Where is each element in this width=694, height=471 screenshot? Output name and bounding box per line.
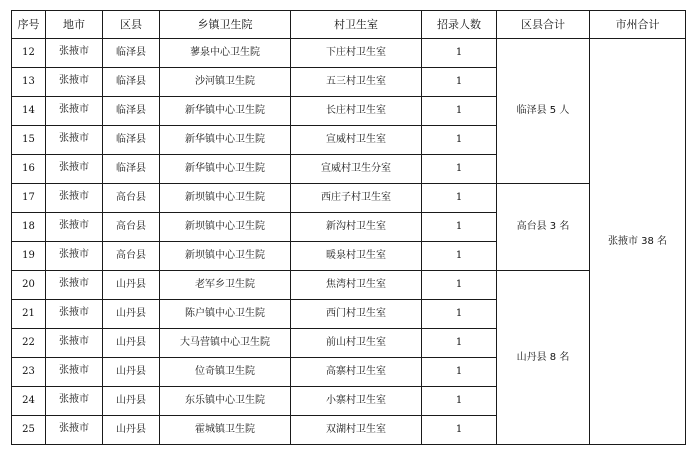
cell-village: 下庄村卫生室 xyxy=(291,39,422,68)
cell-village: 双湖村卫生室 xyxy=(291,416,422,445)
header-village-clinic: 村卫生室 xyxy=(291,11,422,39)
cell-township: 蓼泉中心卫生院 xyxy=(160,39,291,68)
cell-count: 1 xyxy=(422,387,497,416)
cell-village: 宣威村卫生分室 xyxy=(291,155,422,184)
cell-seq: 20 xyxy=(12,271,46,300)
header-row xyxy=(12,11,686,39)
cell-county: 临泽县 xyxy=(103,68,160,97)
header-recruit-count: 招录人数 xyxy=(422,11,497,39)
cell-city-text: 张掖市 xyxy=(59,364,89,376)
cell-seq: 23 xyxy=(12,358,46,387)
cell-city-text: 张掖市 xyxy=(59,132,89,144)
cell-count: 1 xyxy=(422,213,497,242)
cell-city-text: 张掖市 xyxy=(59,277,89,289)
cell-seq: 14 xyxy=(12,97,46,126)
cell-city xyxy=(46,329,103,358)
cell-count: 1 xyxy=(422,184,497,213)
cell-township: 陈户镇中心卫生院 xyxy=(160,300,291,329)
cell-county: 山丹县 xyxy=(103,358,160,387)
cell-count: 1 xyxy=(422,358,497,387)
cell-city xyxy=(46,213,103,242)
cell-township: 沙河镇卫生院 xyxy=(160,68,291,97)
cell-count: 1 xyxy=(422,329,497,358)
cell-city xyxy=(46,242,103,271)
cell-count: 1 xyxy=(422,97,497,126)
cell-count: 1 xyxy=(422,271,497,300)
cell-city xyxy=(46,184,103,213)
cell-county: 高台县 xyxy=(103,242,160,271)
cell-city xyxy=(46,155,103,184)
cell-township: 新坝镇中心卫生院 xyxy=(160,184,291,213)
header-county: 区县 xyxy=(103,11,160,39)
cell-city-text: 张掖市 xyxy=(59,248,89,260)
cell-county: 山丹县 xyxy=(103,271,160,300)
cell-city xyxy=(46,358,103,387)
cell-seq: 22 xyxy=(12,329,46,358)
cell-count: 1 xyxy=(422,416,497,445)
city-total-zhangye: 张掖市 38 名 xyxy=(590,39,686,445)
cell-seq: 13 xyxy=(12,68,46,97)
cell-village: 五三村卫生室 xyxy=(291,68,422,97)
cell-township: 老军乡卫生院 xyxy=(160,271,291,300)
cell-city xyxy=(46,126,103,155)
cell-village: 前山村卫生室 xyxy=(291,329,422,358)
cell-county: 山丹县 xyxy=(103,300,160,329)
cell-township: 霍城镇卫生院 xyxy=(160,416,291,445)
cell-village: 暖泉村卫生室 xyxy=(291,242,422,271)
cell-county: 临泽县 xyxy=(103,39,160,68)
cell-township: 新华镇中心卫生院 xyxy=(160,126,291,155)
recruitment-table xyxy=(11,10,686,445)
cell-county: 山丹县 xyxy=(103,387,160,416)
cell-seq: 25 xyxy=(12,416,46,445)
cell-county: 临泽县 xyxy=(103,97,160,126)
header-township-hospital: 乡镇卫生院 xyxy=(160,11,291,39)
header-county-total: 区县合计 xyxy=(497,11,590,39)
cell-county: 高台县 xyxy=(103,184,160,213)
cell-city xyxy=(46,416,103,445)
cell-county: 高台县 xyxy=(103,213,160,242)
header-city: 地市 xyxy=(46,11,103,39)
cell-seq: 16 xyxy=(12,155,46,184)
cell-seq: 21 xyxy=(12,300,46,329)
cell-seq: 24 xyxy=(12,387,46,416)
cell-village: 西庄子村卫生室 xyxy=(291,184,422,213)
cell-township: 位奇镇卫生院 xyxy=(160,358,291,387)
cell-village: 新沟村卫生室 xyxy=(291,213,422,242)
table-row xyxy=(12,184,686,213)
cell-county: 临泽县 xyxy=(103,155,160,184)
cell-city-text: 张掖市 xyxy=(59,190,89,202)
cell-count: 1 xyxy=(422,242,497,271)
cell-city xyxy=(46,387,103,416)
cell-count: 1 xyxy=(422,155,497,184)
cell-city xyxy=(46,271,103,300)
cell-city xyxy=(46,68,103,97)
cell-city-text: 张掖市 xyxy=(59,74,89,86)
cell-count: 1 xyxy=(422,39,497,68)
cell-county: 山丹县 xyxy=(103,416,160,445)
cell-city-text: 张掖市 xyxy=(59,161,89,173)
cell-county: 山丹县 xyxy=(103,329,160,358)
cell-city-text: 张掖市 xyxy=(59,422,89,434)
county-total-gaotai: 高台县 3 名 xyxy=(497,184,590,271)
cell-township: 新华镇中心卫生院 xyxy=(160,97,291,126)
cell-city xyxy=(46,97,103,126)
cell-village: 宣威村卫生室 xyxy=(291,126,422,155)
cell-count: 1 xyxy=(422,126,497,155)
cell-seq: 18 xyxy=(12,213,46,242)
table-row xyxy=(12,39,686,68)
cell-seq: 12 xyxy=(12,39,46,68)
cell-count: 1 xyxy=(422,68,497,97)
cell-township: 东乐镇中心卫生院 xyxy=(160,387,291,416)
cell-township: 新华镇中心卫生院 xyxy=(160,155,291,184)
cell-city xyxy=(46,300,103,329)
cell-seq: 19 xyxy=(12,242,46,271)
header-seq: 序号 xyxy=(12,11,46,39)
cell-city-text: 张掖市 xyxy=(59,393,89,405)
table-row xyxy=(12,271,686,300)
cell-seq: 17 xyxy=(12,184,46,213)
cell-township: 新坝镇中心卫生院 xyxy=(160,213,291,242)
cell-village: 长庄村卫生室 xyxy=(291,97,422,126)
cell-county: 临泽县 xyxy=(103,126,160,155)
cell-city-text: 张掖市 xyxy=(59,335,89,347)
cell-village: 高寨村卫生室 xyxy=(291,358,422,387)
cell-city-text: 张掖市 xyxy=(59,103,89,115)
cell-village: 焦湾村卫生室 xyxy=(291,271,422,300)
cell-count: 1 xyxy=(422,300,497,329)
cell-city-text: 张掖市 xyxy=(59,219,89,231)
cell-village: 西门村卫生室 xyxy=(291,300,422,329)
cell-city-text: 张掖市 xyxy=(59,306,89,318)
county-total-linze: 临泽县 5 人 xyxy=(497,39,590,184)
county-total-shandan: 山丹县 8 名 xyxy=(497,271,590,445)
cell-city-text: 张掖市 xyxy=(59,45,89,57)
cell-village: 小寨村卫生室 xyxy=(291,387,422,416)
cell-township: 大马营镇中心卫生院 xyxy=(160,329,291,358)
header-city-total: 市州合计 xyxy=(590,11,686,39)
cell-township: 新坝镇中心卫生院 xyxy=(160,242,291,271)
cell-city xyxy=(46,39,103,68)
cell-seq: 15 xyxy=(12,126,46,155)
